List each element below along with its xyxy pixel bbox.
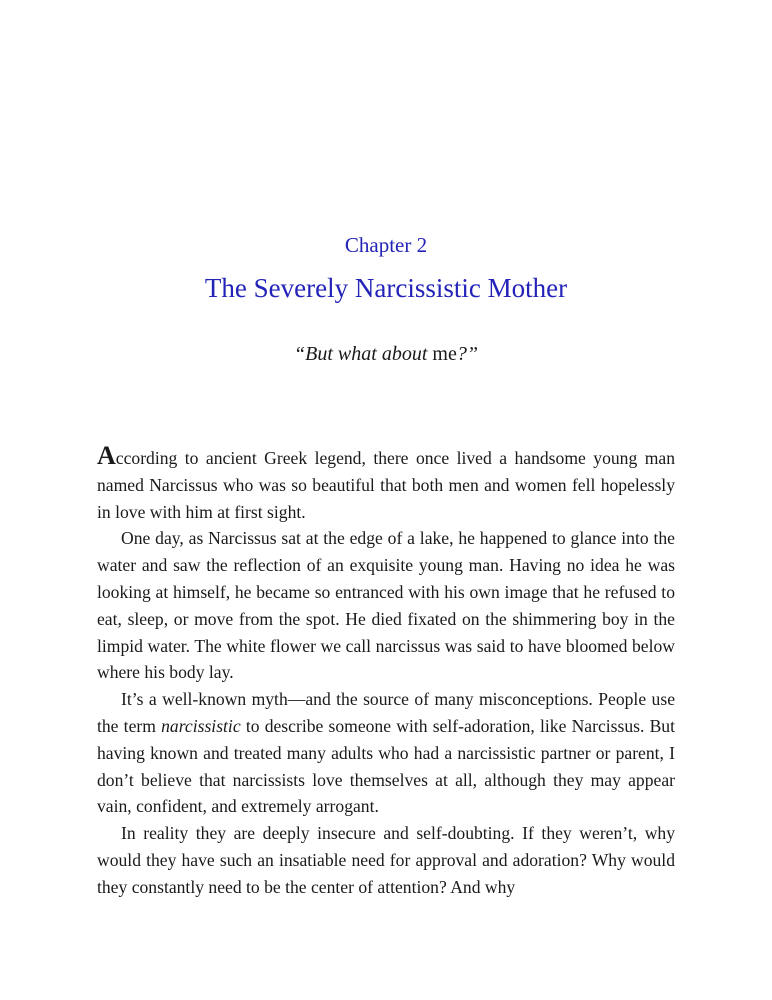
epigraph	[0, 341, 772, 367]
paragraph-3-after: to describe someone with self-adoration, like Narcissus. But having known and treated many adults who had a narcissistic partner or parent, I don’t believe that narcissists love themselves at all, although they may appear vain, confident, and extremely arrogant.	[97, 715, 675, 817]
chapter-number: Chapter 2	[344, 233, 428, 257]
paragraph-1	[97, 441, 675, 525]
paragraph-1-text: ccording to ancient Greek legend, there once lived a handsome young man named Narcissus who was so beautiful that both men and women fell hopelessly in love with him at first sight.	[97, 448, 675, 522]
paragraph-3-emphasis: narcissistic	[161, 715, 241, 736]
epigraph-part-1: “But what about	[294, 343, 428, 365]
body-text	[97, 441, 675, 901]
paragraph-3-before: It’s a well-known myth—and the source of many misconceptions. People use the term	[97, 689, 675, 736]
chapter-title: The Severely Narcissistic Mother	[204, 273, 568, 303]
drop-cap: A	[97, 441, 116, 470]
paragraph-4: In reality they are deeply insecure and self-doubting. If they weren’t, why would they have such an insatiable need for approval and adoration? Why would they constantly need to be the center of attention? And why	[97, 823, 675, 897]
paragraph-3	[97, 686, 675, 820]
epigraph-emphasis: me	[427, 343, 457, 365]
epigraph-part-3: ?”	[456, 343, 478, 365]
paragraph-2: One day, as Narcissus sat at the edge of a lake, he happened to glance into the water and saw the reflection of an exquisite young man. Having no idea he was looking at himself, he became so entranced with his own image that he refused to eat, sleep, or move from the spot. He died fixated on the shimmering boy in the limpid water. The white flower we call narcissus was said to have bloomed below where his body lay.	[97, 528, 675, 683]
